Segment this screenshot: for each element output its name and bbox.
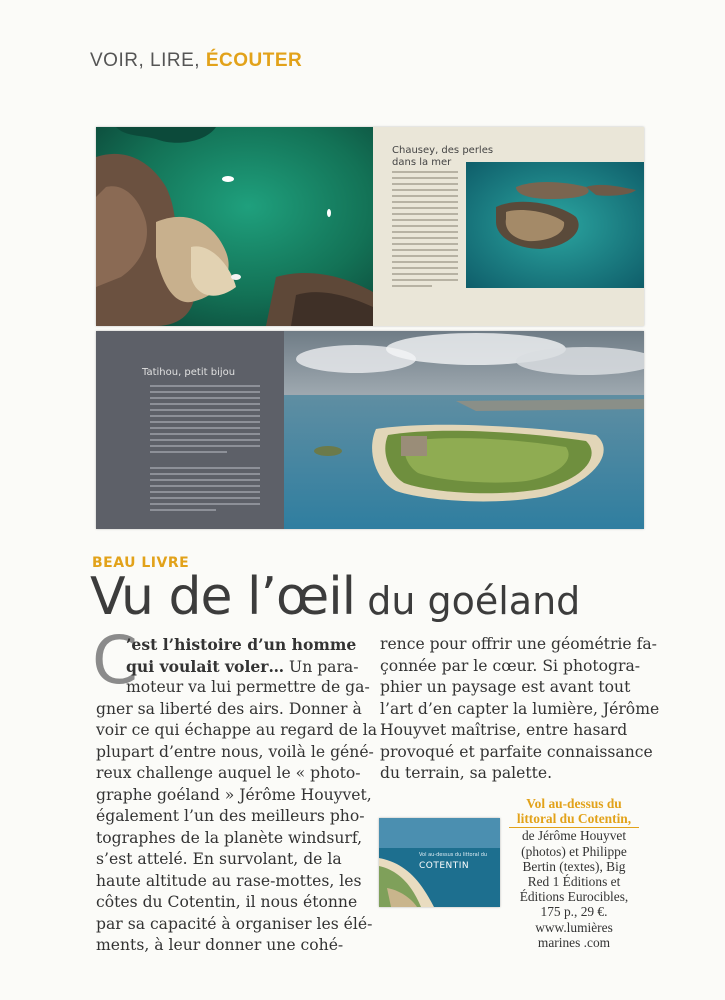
- section-header: [90, 50, 302, 72]
- section-header-prefix: VOIR, LIRE,: [90, 50, 206, 71]
- article-text: tographes de la planète windsurf,: [96, 828, 363, 847]
- headline-main: Vu de l’œil: [90, 567, 356, 627]
- book-cover-title: COTENTIN: [419, 861, 470, 871]
- book-credit-line: marines .com: [537, 934, 611, 950]
- tatihou-title: Tatihou, petit bijou: [142, 367, 236, 378]
- article-line: [96, 634, 358, 656]
- article-line: rence pour offrir une géométrie fa-: [380, 635, 657, 653]
- spread-photo-tatihou: [96, 331, 644, 529]
- book-cover-subtitle: Vol au-dessus du littoral du: [419, 852, 488, 858]
- book-credits: [505, 796, 643, 950]
- book-credit-line: www.lumières: [535, 919, 613, 935]
- book-credit-line: (photos) et Philippe: [521, 843, 627, 859]
- article-line: [96, 892, 358, 914]
- article-line: [96, 849, 358, 871]
- article-text: Un para-: [284, 657, 359, 676]
- article-text: plupart d’entre nous, voilà le géné-: [96, 742, 374, 761]
- article-text: haute altitude au rase-mottes, les: [96, 871, 362, 890]
- article-text: également l’un des meilleurs pho-: [96, 807, 365, 825]
- book-credit-line: Red 1 Éditions et: [527, 874, 621, 890]
- article-line: [96, 785, 372, 807]
- chausey-inset-text-block: [392, 171, 458, 291]
- article-line: [96, 742, 374, 764]
- article-column-left: [96, 634, 378, 957]
- article-line: [96, 935, 358, 957]
- article-text: moteur va lui permettre de ga-: [126, 678, 370, 696]
- book-credit-line: 175 p., 29 €.: [540, 904, 608, 920]
- article-line: phier un paysage est avant tout: [380, 678, 631, 696]
- book-credit-line: Bertin (textes), Big: [522, 858, 626, 874]
- tatihou-inset-text-block: [150, 385, 260, 515]
- book-credit-line: Éditions Eurocibles,: [519, 889, 629, 905]
- article-text: voir ce qui échappe au regard de la: [96, 721, 378, 739]
- headline-secondary: du goéland: [355, 579, 581, 623]
- article-line: [96, 656, 358, 678]
- article-line: provoqué et parfaite connaissance: [380, 742, 653, 761]
- article-line: [96, 806, 365, 828]
- chausey-aerial-photo: [96, 127, 644, 326]
- article-lead-text: qui voulait voler…: [126, 656, 285, 676]
- article-text: graphe goéland » Jérôme Houyvet,: [96, 785, 372, 804]
- spread-photo-chausey: [96, 127, 644, 326]
- chausey-title-line2: dans la mer: [392, 157, 452, 168]
- article-line: [96, 677, 370, 699]
- article-line: çonnée par le cœur. Si photogra-: [380, 656, 641, 675]
- drop-cap: C: [92, 622, 139, 699]
- article-line: l’art d’en capter la lumière, Jérôme: [380, 699, 660, 718]
- article-line: [96, 914, 373, 936]
- section-header-highlight: ÉCOUTER: [205, 50, 303, 71]
- book-credit-line: de Jérôme Houyvet: [521, 828, 627, 844]
- book-title-line-1: Vol au-dessus du: [526, 796, 622, 811]
- article-line: [96, 699, 362, 721]
- article-line: [96, 720, 378, 742]
- book-cover-image: [379, 818, 500, 907]
- article-text: par sa capacité à organiser les élé-: [96, 914, 373, 933]
- article-line: [96, 763, 361, 785]
- article-text: ments, à leur donner une cohé-: [96, 936, 344, 954]
- article-headline: [90, 567, 580, 627]
- article-text: côtes du Cotentin, il nous étonne: [96, 893, 358, 911]
- tatihou-inset-title: [142, 367, 235, 379]
- article-line: du terrain, sa palette.: [380, 764, 553, 782]
- chausey-inset-title: [392, 145, 493, 169]
- article-lead-text: ’est l’histoire d’un homme: [126, 635, 357, 654]
- article-line: [96, 828, 363, 850]
- book-title-line-2: littoral du Cotentin,: [516, 811, 632, 827]
- article-line: [96, 871, 362, 893]
- article-text: reux challenge auquel le « photo-: [96, 764, 361, 782]
- chausey-title-line1: Chausey, des perles: [392, 145, 494, 156]
- article-line: Houyvet maîtrise, entre hasard: [380, 721, 628, 739]
- article-text: gner sa liberté des airs. Donner à: [96, 699, 362, 718]
- article-kicker: BEAU LIVRE: [92, 555, 190, 571]
- article-column-right: [380, 634, 660, 785]
- article-text: s’est attelé. En survolant, de la: [96, 850, 342, 868]
